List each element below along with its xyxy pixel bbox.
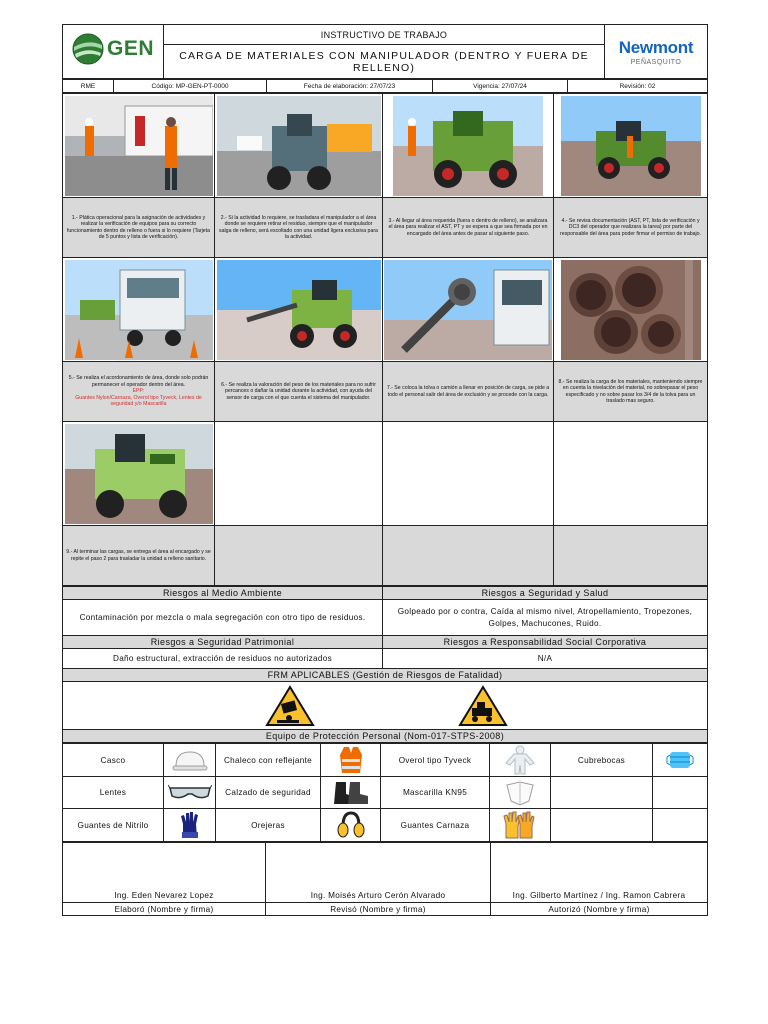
step-8-photo <box>554 258 708 362</box>
signature-reviso-label: Revisó (Nombre y firma) <box>266 903 491 916</box>
safety-vest-icon <box>321 744 381 777</box>
empty-photo-cell <box>215 422 383 526</box>
safety-glasses-icon <box>164 777 216 809</box>
rme-label: RME <box>63 80 114 93</box>
page-title: CARGA DE MATERIALES CON MANIPULADOR (DENTRO Y FUERA DE RELLENO) <box>164 45 605 79</box>
step-5-caption <box>63 362 215 422</box>
work-instruction-sheet <box>62 24 707 916</box>
kn95-mask-icon <box>490 777 551 809</box>
hard-hat-icon <box>164 744 216 777</box>
signature-elaboro-label: Elaboró (Nombre y firma) <box>63 903 266 916</box>
step-7-caption: 7.- Se coloca la tolva o camión a llenar en posición de carga, se pide a todo el personal salir del área de exclusión y se procede con la carga. <box>383 362 554 422</box>
empty-caption-cell <box>554 526 708 586</box>
epp-empty-label <box>551 777 653 809</box>
safety-boots-icon <box>321 777 381 809</box>
nitrile-gloves-icon <box>164 809 216 842</box>
meta-table <box>62 79 708 93</box>
doc-validity: Vigencia: 27/07/24 <box>433 80 568 93</box>
epp-orejeras-label: Orejeras <box>216 809 321 842</box>
empty-caption-cell <box>383 526 554 586</box>
workers-briefing-photo <box>65 96 213 196</box>
step-9-caption: 9.- Al terminar las cargas, se entrega el área al encargado y se repite el paso 2 para trasladar la unidad a relleno sanitario. <box>63 526 215 586</box>
header-table <box>62 24 708 79</box>
doc-date: Fecha de elaboración: 27/07/23 <box>267 80 433 93</box>
signature-elaboro-name: Ing. Eden Nevarez Lopez <box>63 843 266 903</box>
step-5-text: 5.- Se realiza el acordonamiento de área, donde solo podrán permanecer el operador dentro del área. <box>68 375 209 388</box>
telehandler-documentation-photo <box>561 96 701 196</box>
safety-risk-title: Riesgos a Seguridad y Salud <box>383 587 708 600</box>
telehandler-return-photo <box>65 424 213 524</box>
newmont-logo-subtext: PEÑASQUITO <box>630 58 682 66</box>
empty-photo-cell <box>554 422 708 526</box>
property-risk-title: Riesgos a Seguridad Patrimonial <box>63 636 383 649</box>
loading-pipe-photo <box>384 260 552 360</box>
step-1-photo <box>63 94 215 198</box>
safety-risk-text: Golpeado por o contra, Caída al mismo nivel, Atropellamiento, Tropezones, Golpes, Machucones, Ruido. <box>383 600 708 636</box>
coverall-icon <box>490 744 551 777</box>
frm-title: FRM APLICABLES (Gestión de Riesgos de Fatalidad) <box>63 669 708 682</box>
signature-autorizo-label: Autorizó (Nombre y firma) <box>491 903 708 916</box>
property-risk-text: Daño estructural, extracción de residuos no autorizados <box>63 649 383 669</box>
newmont-logo <box>605 25 708 79</box>
epp-casco-label: Casco <box>63 744 164 777</box>
epp-table <box>62 743 708 842</box>
doc-code: Código: MP-GEN-PT-0000 <box>114 80 267 93</box>
step-3-caption: 3.- Al llegar al área requerida (fuera o dentro de relleno), se analizara el área para realizar el AST, PT y se espera a que sea firmada por en encargado del área antes de pasar al siguiente paso. <box>383 198 554 258</box>
step-8-caption: 8.- Se realiza la carga de los materiales, manteniendo siempre en cuenta la nivelación del material, no sobrepasar el peso especificado y no sobre pasar los 3/4 de la tolva para un traslado mas seguro. <box>554 362 708 422</box>
epp-empty-label <box>551 809 653 842</box>
falling-object-warning-icon <box>267 687 313 725</box>
signature-reviso-name: Ing. Moisés Arturo Cerón Alvarado <box>266 843 491 903</box>
social-risk-text: N/A <box>383 649 708 669</box>
risks-table <box>62 586 708 743</box>
gen-logo <box>63 25 164 79</box>
step-5-epp-text: Guantes Nylon/Carnaza, Overol tipo Tyveck, Lentes de seguridad y/o Mascarilla <box>75 394 202 408</box>
environment-risk-title: Riesgos al Medio Ambiente <box>63 587 383 600</box>
epp-empty-icon <box>653 809 708 842</box>
frm-icons <box>185 684 585 728</box>
step-9-photo <box>63 422 215 526</box>
epp-guantes-nitrilo-label: Guantes de Nitrilo <box>63 809 164 842</box>
epp-kn95-label: Mascarilla KN95 <box>381 777 490 809</box>
telehandler-area-photo <box>393 96 543 196</box>
step-4-caption: 4.- Se revisa documentación (AST, PT, lista de verificación y DC3 del operador que realizara la tarea) por parte del responsable del área para poder firmar el permiso de trabajo. <box>554 198 708 258</box>
step-6-caption: 6.- Se realiza la valoración del peso de los materiales para no sufrir percances o dañar la unidad durante la actividad, con ayuda del sensor de carga con el que cuenta el sistema del manipulador. <box>215 362 383 422</box>
truck-cordon-photo <box>65 260 213 360</box>
step-6-photo <box>215 258 383 362</box>
epp-guantes-carnaza-label: Guantes Carnaza <box>381 809 490 842</box>
empty-photo-cell <box>383 422 554 526</box>
step-7-photo <box>383 258 554 362</box>
step-2-photo <box>215 94 383 198</box>
steps-grid <box>62 93 708 586</box>
empty-caption-cell <box>215 526 383 586</box>
epp-calzado-label: Calzado de seguridad <box>216 777 321 809</box>
epp-overol-label: Overol tipo Tyveck <box>381 744 490 777</box>
newmont-logo-text: Newmont <box>618 37 694 57</box>
social-risk-title: Riesgos a Responsabilidad Social Corporativa <box>383 636 708 649</box>
doc-type: INSTRUCTIVO DE TRABAJO <box>164 25 605 45</box>
epp-title: Equipo de Protección Personal (Nom-017-STPS-2008) <box>63 730 708 743</box>
step-4-photo <box>554 94 708 198</box>
step-1-caption: 1.- Plática operacional para la asignación de actividades y realizar la verificación de equipos para su correcto funcionamiento dentro de relleno o fuera si lo requiere (Tarjeta de 5 puntos y lista de verificación). <box>63 198 215 258</box>
step-2-caption: 2.- Si la actividad lo requiere, se trasladara el manipulador a el área donde se requiere retirar el residuo, siempre que el manipulador salga de relleno, será escoltado con una unidad ligera exclusiva para la actividad. <box>215 198 383 258</box>
telehandler-road-photo <box>217 96 381 196</box>
step-5-photo <box>63 258 215 362</box>
epp-cubrebocas-label: Cubrebocas <box>551 744 653 777</box>
pipes-loaded-photo <box>561 260 701 360</box>
face-mask-icon <box>653 744 708 777</box>
vehicle-rollover-warning-icon <box>460 687 506 725</box>
signature-autorizo-name: Ing. Gilberto Martínez / Ing. Ramon Cabrera <box>491 843 708 903</box>
frm-icons-row <box>63 682 708 730</box>
signatures-table <box>62 842 708 916</box>
leather-gloves-icon <box>490 809 551 842</box>
earmuffs-icon <box>321 809 381 842</box>
step-5-epp-label: EPP: <box>132 388 145 395</box>
doc-revision: Revisión: 02 <box>568 80 708 93</box>
epp-lentes-label: Lentes <box>63 777 164 809</box>
step-3-photo <box>383 94 554 198</box>
gen-globe-icon <box>72 33 104 65</box>
gen-logo-text: GEN <box>106 37 154 60</box>
environment-risk-text: Contaminación por mezcla o mala segregación con otro tipo de residuos. <box>63 600 383 636</box>
epp-empty-icon <box>653 777 708 809</box>
telehandler-weight-photo <box>217 260 381 360</box>
epp-chaleco-label: Chaleco con reflejante <box>216 744 321 777</box>
